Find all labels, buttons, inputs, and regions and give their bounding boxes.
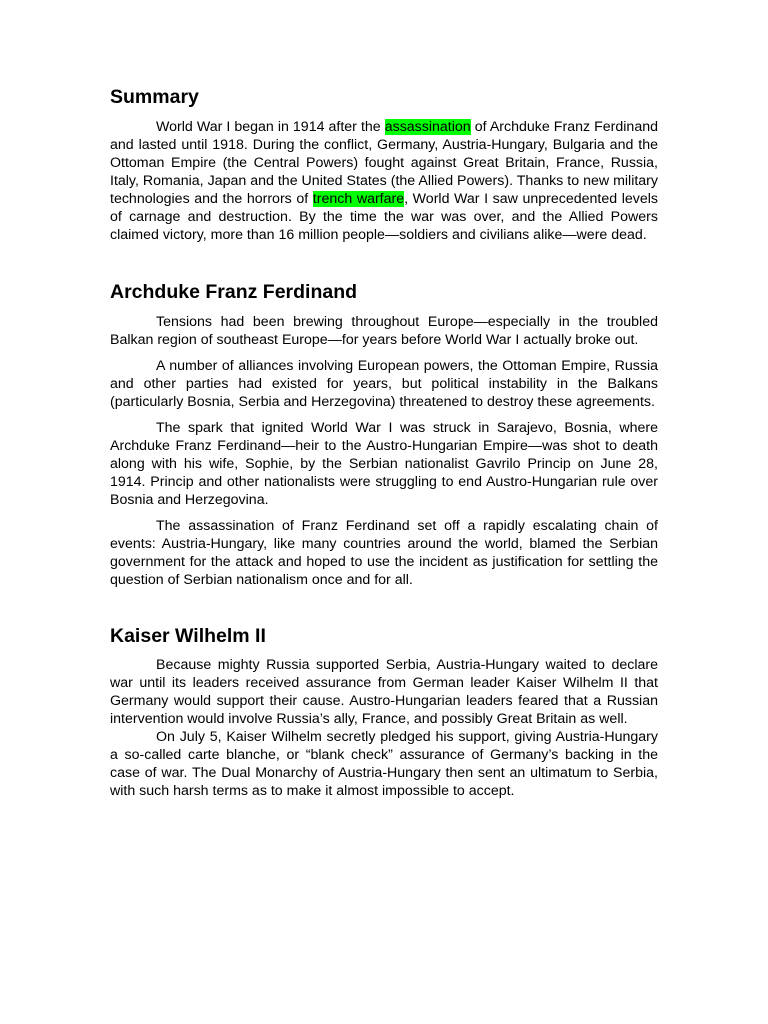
summary-text-part-1: World War I began in 1914 after the [156,119,385,135]
wilhelm-paragraph-1: Because mighty Russia supported Serbia, Austria-Hungary waited to declare war until its leaders received assurance from German leader Kaiser Wilhelm II that Germany would support their cause. Austro-Hungarian leaders feared that a Russian intervention would involve Russia’s ally, France, and possibly Great Britain as well. [110,657,658,727]
section-ferdinand [110,313,658,589]
ferdinand-paragraph-1: Tensions had been brewing throughout Europe—especially in the troubled Balkan region of southeast Europe—for years before World War I actually broke out. [110,314,658,348]
summary-paragraph [110,118,658,244]
ferdinand-paragraph-4: The assassination of Franz Ferdinand set off a rapidly escalating chain of events: Austria-Hungary, like many countries around the world, blamed the Serbian government for the attack and hoped to use the incident as justification for settling the question of Serbian nationalism once and for all. [110,518,658,588]
ferdinand-paragraph-3: The spark that ignited World War I was struck in Sarajevo, Bosnia, where Archduke Franz Ferdinand—heir to the Austro-Hungarian Empire—was shot to death along with his wife, Sophie, by the Serbian nationalist Gavrilo Princip on June 28, 1914. Princip and other nationalists were struggling to end Austro-Hungarian rule over Bosnia and Herzegovina. [110,420,658,508]
wilhelm-paragraph-2: On July 5, Kaiser Wilhelm secretly pledged his support, giving Austria-Hungary a so-called carte blanche, or “blank check” assurance of Germany’s backing in the case of war. The Dual Monarchy of Austria-Hungary then sent an ultimatum to Serbia, with such harsh terms as to make it almost impossible to accept. [110,729,658,799]
highlight-assassination: assassination [384,119,471,135]
ferdinand-paragraph-2: A number of alliances involving European powers, the Ottoman Empire, Russia and other parties had existed for years, but political instability in the Balkans (particularly Bosnia, Serbia and Herzegovina) threatened to destroy these agreements. [110,358,658,410]
document-page [110,86,658,800]
section-heading-ferdinand: Archduke Franz Ferdinand [110,281,358,303]
section-summary [110,118,658,244]
summary-text-part-2: of Archduke Franz Ferdinand and lasted until 1918. During the conflict, Germany, Austria-Hungary, Bulgaria and the Ottoman Empire (the Central Powers) fought against Great Britain, France, Russia, Italy, Romania, Japan and the United States (the Allied Powers). Thanks to new military technologies and the horrors of [110,119,658,207]
section-heading-wilhelm: Kaiser Wilhelm II [110,625,266,647]
summary-text-part-3: , World War I saw unprecedented levels of carnage and destruction. By the time the war was over, and the Allied Powers claimed victory, more than 16 million people—soldiers and civilians alike—were dead. [110,191,659,243]
section-heading-summary: Summary [110,86,199,108]
section-wilhelm [110,656,658,800]
highlight-trench-warfare: trench warfare [312,191,405,207]
